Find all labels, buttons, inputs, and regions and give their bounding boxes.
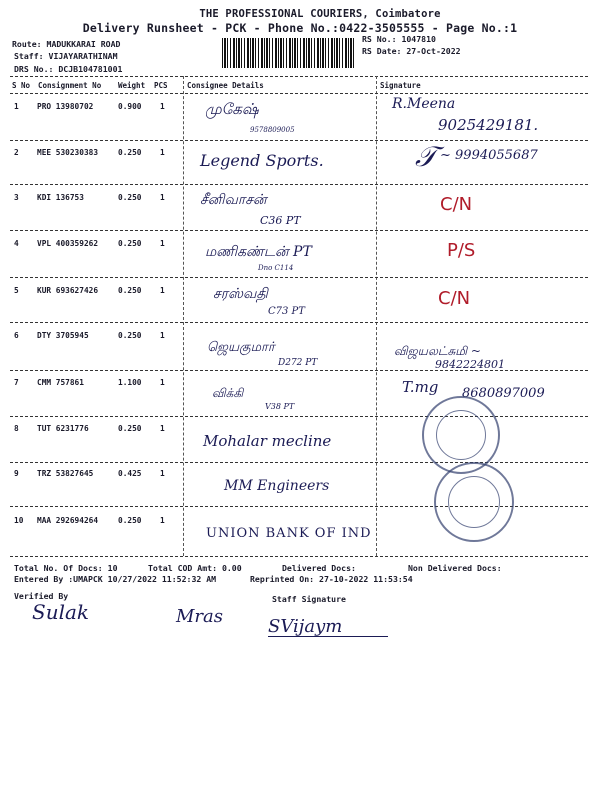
- row-2-consignee: Legend Sports.: [200, 151, 324, 170]
- row-10-sno: 10: [14, 516, 24, 525]
- row-7-consignee: விக்கி: [212, 386, 244, 400]
- row-5-sno: 5: [14, 286, 19, 295]
- row-4-consignee: மணிகண்டன் PT: [205, 244, 312, 260]
- row-5-signature: C/N: [438, 288, 471, 309]
- row-5-consignment: KUR 693627426: [37, 286, 99, 295]
- header-sno: S No: [12, 81, 31, 90]
- row-2-signature-glyph: 𝒯: [415, 140, 437, 173]
- row-5-consignee-note: C73 PT: [268, 306, 305, 317]
- row-1-consignment: PRO 13980702: [37, 102, 94, 111]
- row-6-consignment: DTY 3705945: [37, 331, 89, 340]
- row-7-consignee-note: V38 PT: [265, 402, 295, 411]
- staff-signature: SVijaym: [268, 616, 343, 637]
- row-7-signature: T.mg: [402, 378, 439, 396]
- row-rule: [10, 184, 588, 185]
- rs-date-label: RS Date:: [362, 46, 402, 56]
- row-10-pcs: 1: [160, 516, 165, 525]
- row-3-weight: 0.250: [118, 193, 142, 202]
- company-title: THE PROFESSIONAL COURIERS, Coimbatore: [199, 8, 441, 20]
- row-6-weight: 0.250: [118, 331, 142, 340]
- row-6-pcs: 1: [160, 331, 165, 340]
- staff-signature-label: Staff Signature: [272, 594, 346, 604]
- row-10-consignee: UNION BANK OF IND: [206, 526, 372, 541]
- row-2-consignment: MEE 530230383: [37, 148, 99, 157]
- header-signature: Signature: [380, 81, 421, 90]
- row-6-consignee-note: D272 PT: [278, 358, 318, 368]
- office-stamp-lower: [434, 462, 514, 542]
- drs-label: DRS No.:: [14, 64, 54, 74]
- row-4-consignment: VPL 400359262: [37, 239, 99, 248]
- row-7-pcs: 1: [160, 378, 165, 387]
- row-7-signature-note: 8680897009: [462, 386, 545, 401]
- middle-signature: Mras: [176, 606, 224, 627]
- row-4-weight: 0.250: [118, 239, 142, 248]
- rs-date-value: 27-Oct-2022: [406, 46, 461, 56]
- row-9-consignment: TRZ 53827645: [37, 469, 94, 478]
- row-1-signature: R.Meena: [392, 96, 456, 112]
- row-rule: [10, 370, 588, 371]
- staff-value: VIJAYARATHINAM: [48, 51, 118, 61]
- row-5-pcs: 1: [160, 286, 165, 295]
- row-8-consignment: TUT 6231776: [37, 424, 89, 433]
- row-2-pcs: 1: [160, 148, 165, 157]
- table-bottom-rule: [10, 556, 588, 557]
- row-4-consignee-note: Dno C114: [258, 264, 294, 272]
- row-2-signature: ~ 9994055687: [440, 148, 538, 163]
- row-6-sno: 6: [14, 331, 19, 340]
- drs-value: DCJB104781001: [58, 64, 123, 74]
- table-top-rule: [10, 76, 588, 77]
- row-5-weight: 0.250: [118, 286, 142, 295]
- rs-no-label: RS No.:: [362, 34, 397, 44]
- row-2-sno: 2: [14, 148, 19, 157]
- row-8-consignee: Mohalar mecline: [203, 432, 332, 450]
- staff-label: Staff:: [14, 51, 44, 61]
- row-7-consignment: CMM 757861: [37, 378, 84, 387]
- row-2-weight: 0.250: [118, 148, 142, 157]
- row-4-pcs: 1: [160, 239, 165, 248]
- row-9-consignee: MM Engineers: [224, 478, 330, 494]
- row-1-weight: 0.900: [118, 102, 142, 111]
- row-rule: [10, 140, 588, 141]
- row-1-consignee-note: 9578809005: [250, 126, 295, 134]
- consignee-column-rule: [183, 76, 184, 556]
- row-8-pcs: 1: [160, 424, 165, 433]
- total-cod: Total COD Amt: 0.00: [148, 563, 242, 573]
- row-1-signature-note: 9025429181.: [438, 116, 539, 134]
- verified-by-label: Verified By: [14, 591, 69, 601]
- barcode: [222, 38, 354, 68]
- row-10-consignment: MAA 292694264: [37, 516, 99, 525]
- row-rule: [10, 277, 588, 278]
- row-1-consignee: முகேஷ்: [205, 100, 259, 118]
- row-9-sno: 9: [14, 469, 19, 478]
- row-10-weight: 0.250: [118, 516, 142, 525]
- row-1-sno: 1: [14, 102, 19, 111]
- row-3-consignment: KDI 136753: [37, 193, 84, 202]
- row-3-sno: 3: [14, 193, 19, 202]
- header-consignee: Consignee Details: [187, 81, 264, 90]
- route-value: MADUKKARAI ROAD: [46, 39, 121, 49]
- signature-column-rule: [376, 76, 377, 556]
- verifier-signature: Sulak: [32, 600, 90, 624]
- staff-signature-underline: [268, 636, 388, 637]
- row-6-consignee: ஜெயகுமார்: [207, 340, 275, 355]
- rs-no-row: [362, 34, 436, 44]
- rs-no-value: 1047810: [401, 34, 436, 44]
- row-3-consignee: சீனிவாசன்: [200, 192, 267, 208]
- row-rule: [10, 230, 588, 231]
- reprinted-on: Reprinted On: 27-10-2022 11:53:54: [250, 574, 413, 584]
- row-rule: [10, 416, 588, 417]
- row-6-signature-note: 9842224801: [435, 358, 505, 371]
- row-9-pcs: 1: [160, 469, 165, 478]
- row-8-weight: 0.250: [118, 424, 142, 433]
- row-7-sno: 7: [14, 378, 19, 387]
- row-3-pcs: 1: [160, 193, 165, 202]
- non-delivered-docs: Non Delivered Docs:: [408, 563, 502, 573]
- delivered-docs: Delivered Docs:: [282, 563, 356, 573]
- route-label: Route:: [12, 39, 42, 49]
- row-8-sno: 8: [14, 424, 19, 433]
- header-rule: [10, 93, 588, 94]
- header-consignment: Consignment No: [38, 81, 102, 90]
- row-4-signature: P/S: [447, 240, 476, 261]
- header-pcs: PCS: [154, 81, 168, 90]
- header-weight: Weight: [118, 81, 146, 90]
- total-docs: Total No. Of Docs: 10: [14, 563, 118, 573]
- row-9-weight: 0.425: [118, 469, 142, 478]
- runsheet-subtitle: Delivery Runsheet - PCK - Phone No.:0422-3505555 - Page No.:1: [82, 21, 518, 35]
- row-6-signature: விஜயலட்சுமி ~: [394, 344, 481, 358]
- office-stamp-upper: [422, 396, 500, 474]
- row-3-signature: C/N: [440, 194, 473, 215]
- row-1-pcs: 1: [160, 102, 165, 111]
- route-row: [12, 39, 120, 49]
- row-5-consignee: சரஸ்வதி: [213, 286, 268, 302]
- row-rule: [10, 322, 588, 323]
- staff-row: [14, 51, 118, 61]
- row-4-sno: 4: [14, 239, 19, 248]
- entered-by: Entered By :UMAPCK 10/27/2022 11:52:32 AM: [14, 574, 217, 584]
- row-7-weight: 1.100: [118, 378, 142, 387]
- row-3-consignee-note: C36 PT: [260, 214, 301, 227]
- rs-date-row: [362, 46, 461, 56]
- row-rule: [10, 462, 588, 463]
- drs-row: [14, 64, 122, 74]
